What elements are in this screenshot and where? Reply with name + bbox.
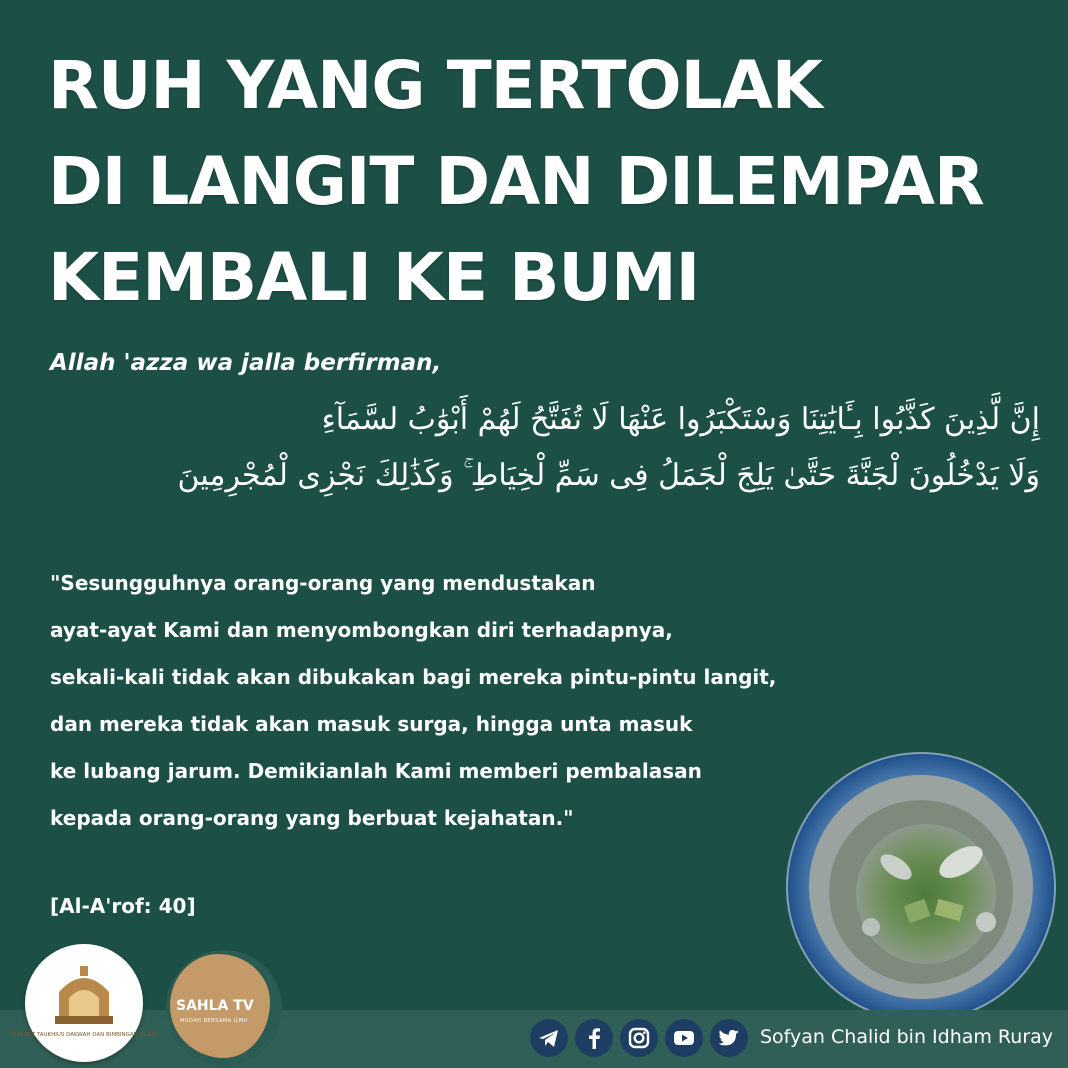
arabic-verse xyxy=(40,392,1040,504)
translation-line-1: "Sesungguhnya orang-orang yang mendustakan xyxy=(50,571,596,595)
sahla-brand: SAHLA TV xyxy=(176,998,254,1014)
facebook-icon[interactable] xyxy=(575,1019,613,1057)
verse-reference: [Al-A'rof: 40] xyxy=(50,894,196,918)
page-title xyxy=(48,38,984,326)
markaz-caption: MARKAZ TAUKHIUS DAKWAH DAN BIMBINGAN ISLAM xyxy=(11,1032,157,1038)
title-line-2: DI LANGIT DAN DILEMPAR xyxy=(48,143,984,220)
twitter-icon[interactable] xyxy=(710,1019,748,1057)
title-line-1: RUH YANG TERTOLAK xyxy=(48,47,822,124)
translation-line-5: ke lubang jarum. Demikianlah Kami memberi pembalasan xyxy=(50,759,702,783)
sahla-tv-logo xyxy=(166,950,282,1066)
translation-line-4: dan mereka tidak akan masuk surga, hingga unta masuk xyxy=(50,712,693,736)
globe-image xyxy=(786,752,1056,1022)
translation-line-2: ayat-ayat Kami dan menyombongkan diri terhadapnya, xyxy=(50,618,673,642)
author-name: Sofyan Chalid bin Idham Ruray xyxy=(760,1026,1054,1048)
translation-line-3: sekali-kali tidak akan dibukakan bagi mereka pintu-pintu langit, xyxy=(50,665,777,689)
intro-text: Allah 'azza wa jalla berfirman, xyxy=(50,350,442,376)
translation-line-6: kepada orang-orang yang berbuat kejahatan." xyxy=(50,806,574,830)
telegram-icon[interactable] xyxy=(530,1019,568,1057)
markaz-logo xyxy=(11,944,157,1062)
arabic-line-2: وَلَا يَدْخُلُونَ لْجَنَّةَ حَتَّىٰ يَلِجَ لْجَمَلُ فِى سَمِّ لْخِيَاطِ ۚ وَكَذَٰلِكَ نَجْزِى لْمُجْرِمِينَ xyxy=(177,458,1040,493)
youtube-icon[interactable] xyxy=(665,1019,703,1057)
instagram-icon[interactable] xyxy=(620,1019,658,1057)
arabic-line-1: إِنَّ لَّذِينَ كَذَّبُوا بِـَٔايَٰتِنَا وَسْتَكْبَرُوا عَنْهَا لَا تُفَتَّحُ لَهُمْ أَبْوَٰبُ لسَّمَآءِ xyxy=(321,402,1040,437)
title-line-3: KEMBALI KE BUMI xyxy=(48,239,700,316)
mosque-icon xyxy=(11,944,157,1062)
sahla-tagline: MUDAH BERSAMA ILMU xyxy=(180,1018,248,1024)
